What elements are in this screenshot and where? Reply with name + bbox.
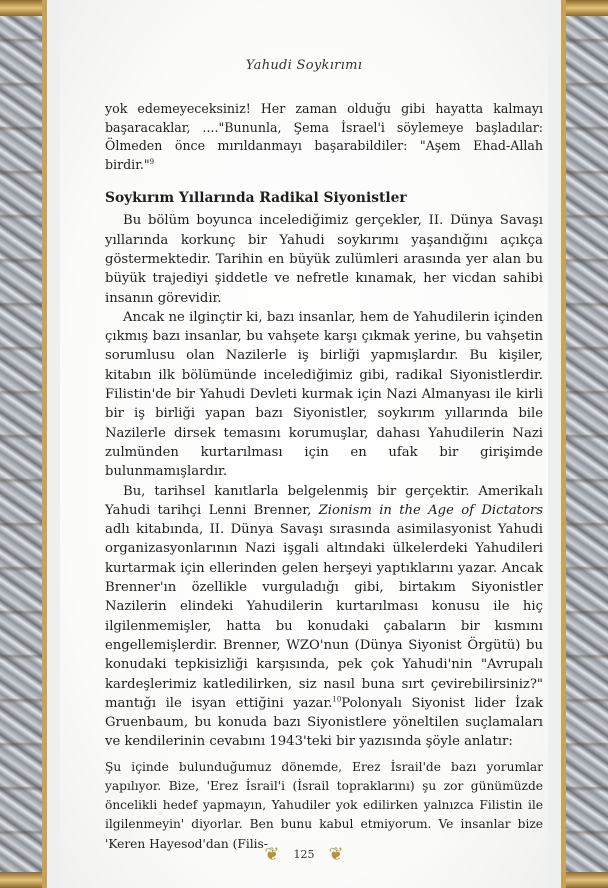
top-paragraph (105, 100, 543, 174)
section-heading: Soykırım Yıllarında Radikal Siyonistler (105, 190, 407, 207)
paragraph-2: Ancak ne ilginçtir ki, bazı insanlar, hem de Yahudilerin içinden çıkmış bazı insanlar, bu vahşete karşı çıkmak yerine, bu vahşetin sorumlusu olan Nazilerle iş birliği yapmışlardır. Bu kişiler, kitabın ilk bölümünde incelediğimiz gibi, radikal Siyonistlerdir. Filistin'de bir Yahudi Devleti kurmak için Nazi Almanyası ile kirli bir iş birliği yapan bazı Siyonistler, soykırım yıllarında bile Nazilerle dirsek temasını korumuşlar, dahası Yahudilerin Nazi zulmünden kurtarılması için en ufak bir girişimde bulunmamışlardır. (105, 309, 543, 480)
pillar-base (0, 872, 42, 888)
footnote-ref-10: 10 (332, 695, 342, 704)
ornament-left-icon: ❦ (264, 843, 280, 865)
quotation: Şu içinde bulunduğumuz dönemde, Erez İsrail'de bazı yorumlar yapılıyor. Bize, 'Erez İsrail'i (İsrail topraklarını) şu zor günümüzde öncelikli hedef yapmayın, Yahudiler yok edilirken yalnızca Filistin ile ilgilenmeyin' diyorlar. Ben bunu kabul etmiyorum. Ve insanlar bize 'Keren Hayesod'dan (Filis- (105, 759, 543, 851)
pillar-capital (0, 0, 42, 16)
paragraph-3-part-a: Bu, tarihsel kanıtlarla belgelenmiş bir gerçektir. Amerikalı Yahudi tarihçi Lenni Brenner, (105, 483, 543, 518)
page-content (105, 100, 543, 854)
paragraph-3-part-b: adlı kitabında, II. Dünya Savaşı sırasında asimilasyonist Yahudi organizasyonlarının Nazi işgali altındaki ülkelerdeki Yahudileri kurtarmak için ellerinden gelen herşeyi yaptıklarını yazar. Ancak Brenner'ın özellikle vurguladığı gibi, birtakım Siyonistler Nazilerin elindeki Yahudilerin kurtarılması konusu ile hiç ilgilenmemişler, hatta bu konudaki çabaların bir kısmını engellemişlerdir. Brenner, WZO'nun (Dünya Siyonist Örgütü) bu konudaki tepkisizliği karşısında, pek çok Yahudi'nin "Avrupalı kardeşlerimiz katledilirken, siz nasıl buna sırt çevirebilirsiniz?" mantığı ile isyan ettiğini yazar. (105, 522, 543, 711)
book-title: Zionism in the Age of Dictators (318, 502, 543, 518)
top-paragraph-text: yok edemeyeceksiniz! Her zaman olduğu gibi hayatta kalmayı başaracaklar, ...."Bununla, Şema İsrael'i söylemeye başladılar: Ölmeden önce mırıldanmayı başarabildiler: "Aşem Ehad-Allah birdir." (105, 101, 543, 172)
ornament-right-icon: ❦ (328, 843, 344, 865)
pillar-capital (566, 0, 608, 16)
book-page (60, 0, 548, 888)
footnote-ref-9: 9 (149, 157, 155, 166)
paragraph-1: Bu bölüm boyunca incelediğimiz gerçekler, II. Dünya Savaşı yıllarında korkunç bir Yahudi soykırımı yaşandığını açıkça göstermektedir. Tarihin en büyük zulümleri arasında yer alan bu büyük trajediyi şiddetle ve nefretle kınamak, her vicdan sahibi insanın görevidir. (105, 213, 543, 306)
page-number: 125 (293, 847, 315, 861)
running-header: Yahudi Soykırımı (245, 58, 363, 73)
left-marble-pillar (0, 0, 47, 888)
paragraph-3 (105, 482, 543, 752)
page-footer (60, 834, 548, 874)
right-marble-pillar (561, 0, 608, 888)
paragraph-3-part-c: Polonyalı Siyonist lider İzak Gruenbaum, bu konuda bazı Siyonistlere yöneltilen suçlamaları ve kendilerinin cevabını 1943'teki bir yazısında şöyle anlatır: (105, 695, 543, 750)
pillar-base (566, 872, 608, 888)
